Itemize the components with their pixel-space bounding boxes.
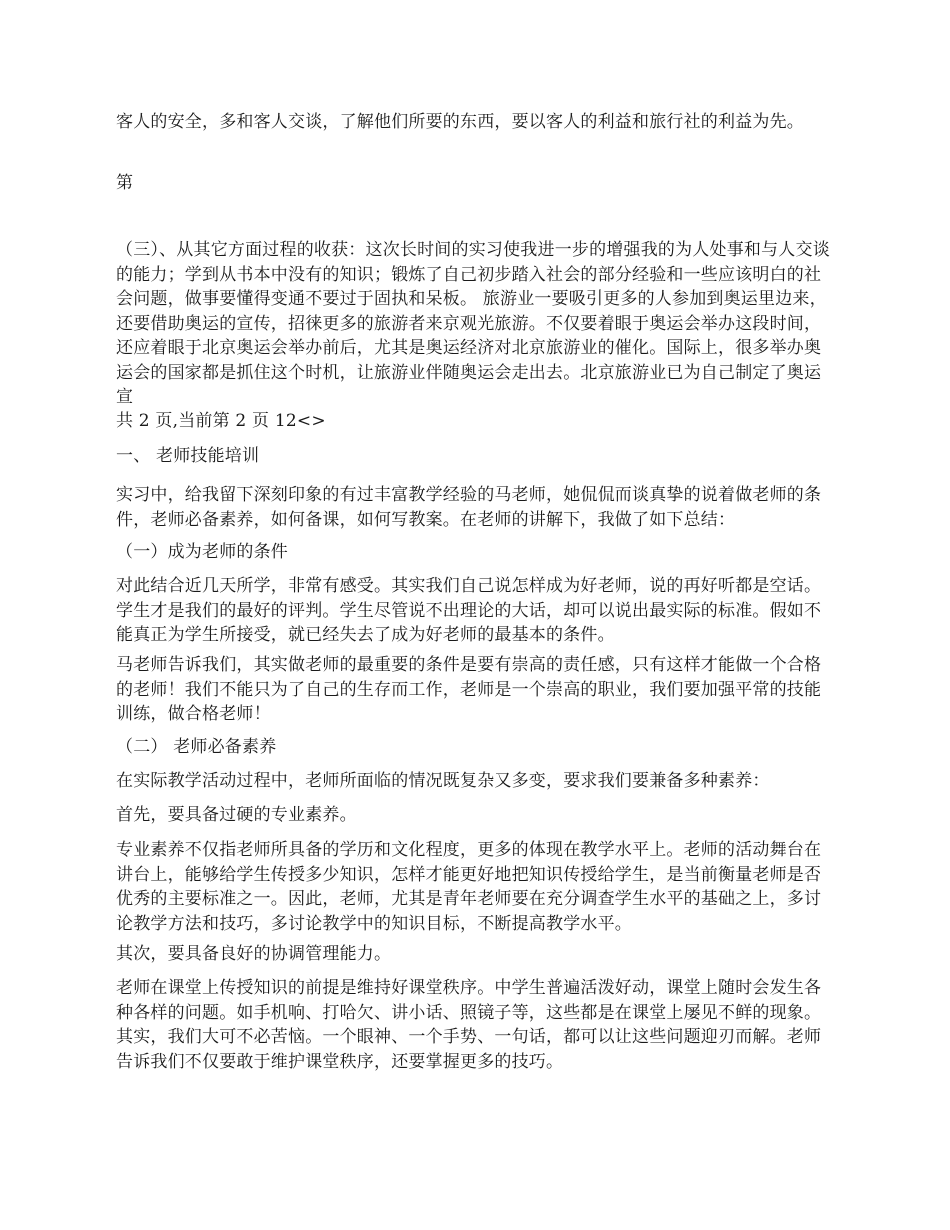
paragraph-professional-details: 专业素养不仅指老师所具备的学历和文化程度，更多的体现在教学水平上。老师的活动舞台在讲台上，能够给学生传授多少知识，怎样才能更好地把知识传授给学生，是当前衡量老师是否优秀的主要标准之一。因此，老师，尤其是青年老师要在充分调查学生水平的基础之上，多讨论教学方法和技巧，多讨论教学中的知识目标，不断提高教学水平。	[116, 840, 822, 934]
paragraph-first-professional: 首先，要具备过硬的专业素养。	[116, 805, 357, 825]
paragraph-guest-safety: 客人的安全，多和客人交谈，了解他们所要的东西，要以客人的利益和旅行社的利益为先。	[116, 112, 804, 132]
paragraph-page-marker: 第	[116, 173, 134, 193]
heading-teacher-skills-training: 一、 老师技能培训	[116, 446, 260, 466]
paragraph-internship-intro: 实习中，给我留下深刻印象的有过丰富教学经验的马老师，她侃侃而谈真挚的说着做老师的条件，老师必备素养，如何备课，如何写教案。在老师的讲解下，我做了如下总结：	[116, 485, 822, 530]
paragraph-conditions-feelings: 对此结合近几天所学，非常有感受。其实我们自己说怎样成为好老师，说的再好听都是空话。学生才是我们的最好的评判。学生尽管说不出理论的大话，却可以说出最实际的标准。假如不能真正为学生所接受，就已经失去了成为好老师的最基本的条件。	[116, 576, 822, 645]
page-counter: 共 2 页,当前第 2 页 12<>	[116, 411, 326, 431]
paragraph-second-management: 其次，要具备良好的协调管理能力。	[116, 944, 392, 964]
paragraph-other-gains: （三）、从其它方面过程的收获：这次长时间的实习使我进一步的增强我的为人处事和与人交谈的能力；学到从书本中没有的知识；锻炼了自己初步踏入社会的部分经验和一些应该明白的社会问题，做事要懂得变通不要过于固执和呆板。 旅游业一要吸引更多的人参加到奥运里边来，还要借助奥运的宣传，招徕更多的旅游者来京观光旅游。不仅要着眼于奥运会举办这段时间，还应着眼于北京奥运会举办前后，尤其是奥运经济对北京旅游业的催化。国际上，很多举办奥运会的国家都是抓住这个时机，让旅游业伴随奥运会走出去。北京旅游业已为自己制定了奥运宣	[116, 240, 830, 407]
heading-teacher-qualities: （二） 老师必备素养	[116, 737, 277, 757]
paragraph-qualities-intro: 在实际教学活动过程中，老师所面临的情况既复杂又多变，要求我们要兼备多种素养：	[116, 771, 770, 791]
paragraph-classroom-order: 老师在课堂上传授知识的前提是维持好课堂秩序。中学生普遍活泼好动，课堂上随时会发生各种各样的问题。如手机响、打哈欠、讲小话、照镜子等，这些都是在课堂上屡见不鲜的现象。其实，我们大可不必苦恼。一个眼神、一个手势、一句话，都可以让这些问题迎刃而解。老师告诉我们不仅要敢于维护课堂秩序，还要掌握更多的技巧。	[116, 978, 822, 1072]
paragraph-responsibility: 马老师告诉我们，其实做老师的最重要的条件是要有崇高的责任感，只有这样才能做一个合格的老师！我们不能只为了自己的生存而工作，老师是一个崇高的职业，我们要加强平常的技能训练，做合格老师！	[116, 655, 822, 724]
heading-teacher-conditions: （一）成为老师的条件	[116, 542, 288, 562]
